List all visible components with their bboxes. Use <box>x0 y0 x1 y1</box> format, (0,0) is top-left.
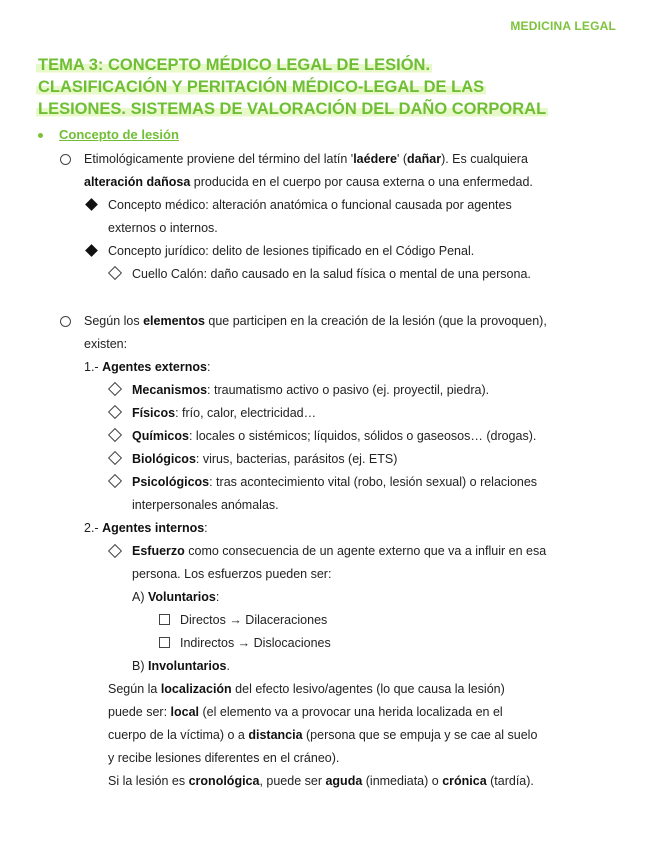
hollow-diamond-bullet-icon <box>108 451 122 465</box>
elementos-line-2: existen: <box>84 337 128 351</box>
title-line-2: CLASIFICACIÓN Y PERITACIÓN MÉDICO-LEGAL DE LAS <box>38 78 485 96</box>
elementos-line-1: Según los elementos que participen en la creación de la lesión (que la provoquen), <box>84 314 547 328</box>
concepto-medico-line-1: Concepto médico: alteración anatómica o funcional causada por agentes <box>108 198 512 212</box>
externo-item-psicologicos: Psicológicos: tras acontecimiento vital (robo, lesión sexual) o relaciones <box>132 475 538 489</box>
voluntarios-heading: A) Voluntarios: <box>132 590 220 604</box>
checkbox-icon <box>159 637 170 648</box>
bullet-dot-icon <box>38 133 43 138</box>
externo-item-psicologicos-cont: interpersonales anómalas. <box>132 498 279 512</box>
localizacion-line-3: cuerpo de la víctima) o a distancia (persona que se empuja y se cae al suelo <box>108 728 538 742</box>
checkbox-icon <box>159 614 170 625</box>
filled-diamond-bullet-icon <box>85 244 98 257</box>
etimologia-line-2: alteración dañosa producida en el cuerpo por causa externa o una enfermedad. <box>84 175 533 189</box>
hollow-diamond-bullet-icon <box>108 382 122 396</box>
document-header: MEDICINA LEGAL <box>510 19 616 33</box>
externo-item-biologicos: Biológicos: virus, bacterias, parásitos (ej. ETS) <box>132 452 398 466</box>
section-heading-link[interactable]: Concepto de lesión <box>59 127 179 142</box>
hollow-diamond-bullet-icon <box>108 266 122 280</box>
localizacion-line-1: Según la localización del efecto lesivo/agentes (lo que causa la lesión) <box>108 682 505 696</box>
involuntarios-heading: B) Involuntarios. <box>132 659 230 673</box>
hollow-circle-bullet-icon <box>60 316 71 327</box>
etimologia-line-1: Etimológicamente proviene del término del latín 'laédere' (dañar). Es cualquiera <box>84 152 528 166</box>
localizacion-line-4: y recibe lesiones diferentes en el cráneo). <box>108 751 340 765</box>
agentes-externos-heading: 1.- Agentes externos: <box>84 360 211 374</box>
voluntario-indirectos: Indirectos → Dislocaciones <box>180 636 331 650</box>
externo-item-mecanismos: Mecanismos: traumatismo activo o pasivo (ej. proyectil, piedra). <box>132 383 490 397</box>
externo-item-fisicos: Físicos: frío, calor, electricidad… <box>132 406 317 420</box>
voluntario-directos: Directos → Dilaceraciones <box>180 613 328 627</box>
concepto-juridico: Concepto jurídico: delito de lesiones tipificado en el Código Penal. <box>108 244 475 258</box>
hollow-diamond-bullet-icon <box>108 544 122 558</box>
page-title <box>36 54 622 120</box>
esfuerzo-line-2: persona. Los esfuerzos pueden ser: <box>132 567 332 581</box>
hollow-diamond-bullet-icon <box>108 428 122 442</box>
cuello-calon: Cuello Calón: daño causado en la salud física o mental de una persona. <box>132 267 531 281</box>
agentes-internos-heading: 2.- Agentes internos: <box>84 521 208 535</box>
hollow-diamond-bullet-icon <box>108 474 122 488</box>
esfuerzo-line-1: Esfuerzo como consecuencia de un agente externo que va a influir en esa <box>132 544 547 558</box>
localizacion-line-2: puede ser: local (el elemento va a provocar una herida localizada en el <box>108 705 503 719</box>
externo-item-quimicos: Químicos: locales o sistémicos; líquidos, sólidos o gaseosos… (drogas). <box>132 429 537 443</box>
concepto-medico-line-2: externos o internos. <box>108 221 218 235</box>
filled-diamond-bullet-icon <box>85 198 98 211</box>
hollow-diamond-bullet-icon <box>108 405 122 419</box>
hollow-circle-bullet-icon <box>60 154 71 165</box>
title-line-1: TEMA 3: CONCEPTO MÉDICO LEGAL DE LESIÓN. <box>38 56 431 74</box>
cronologia-line: Si la lesión es cronológica, puede ser aguda (inmediata) o crónica (tardía). <box>108 774 534 788</box>
title-line-3: LESIONES. SISTEMAS DE VALORACIÓN DEL DAÑO CORPORAL <box>38 100 547 118</box>
